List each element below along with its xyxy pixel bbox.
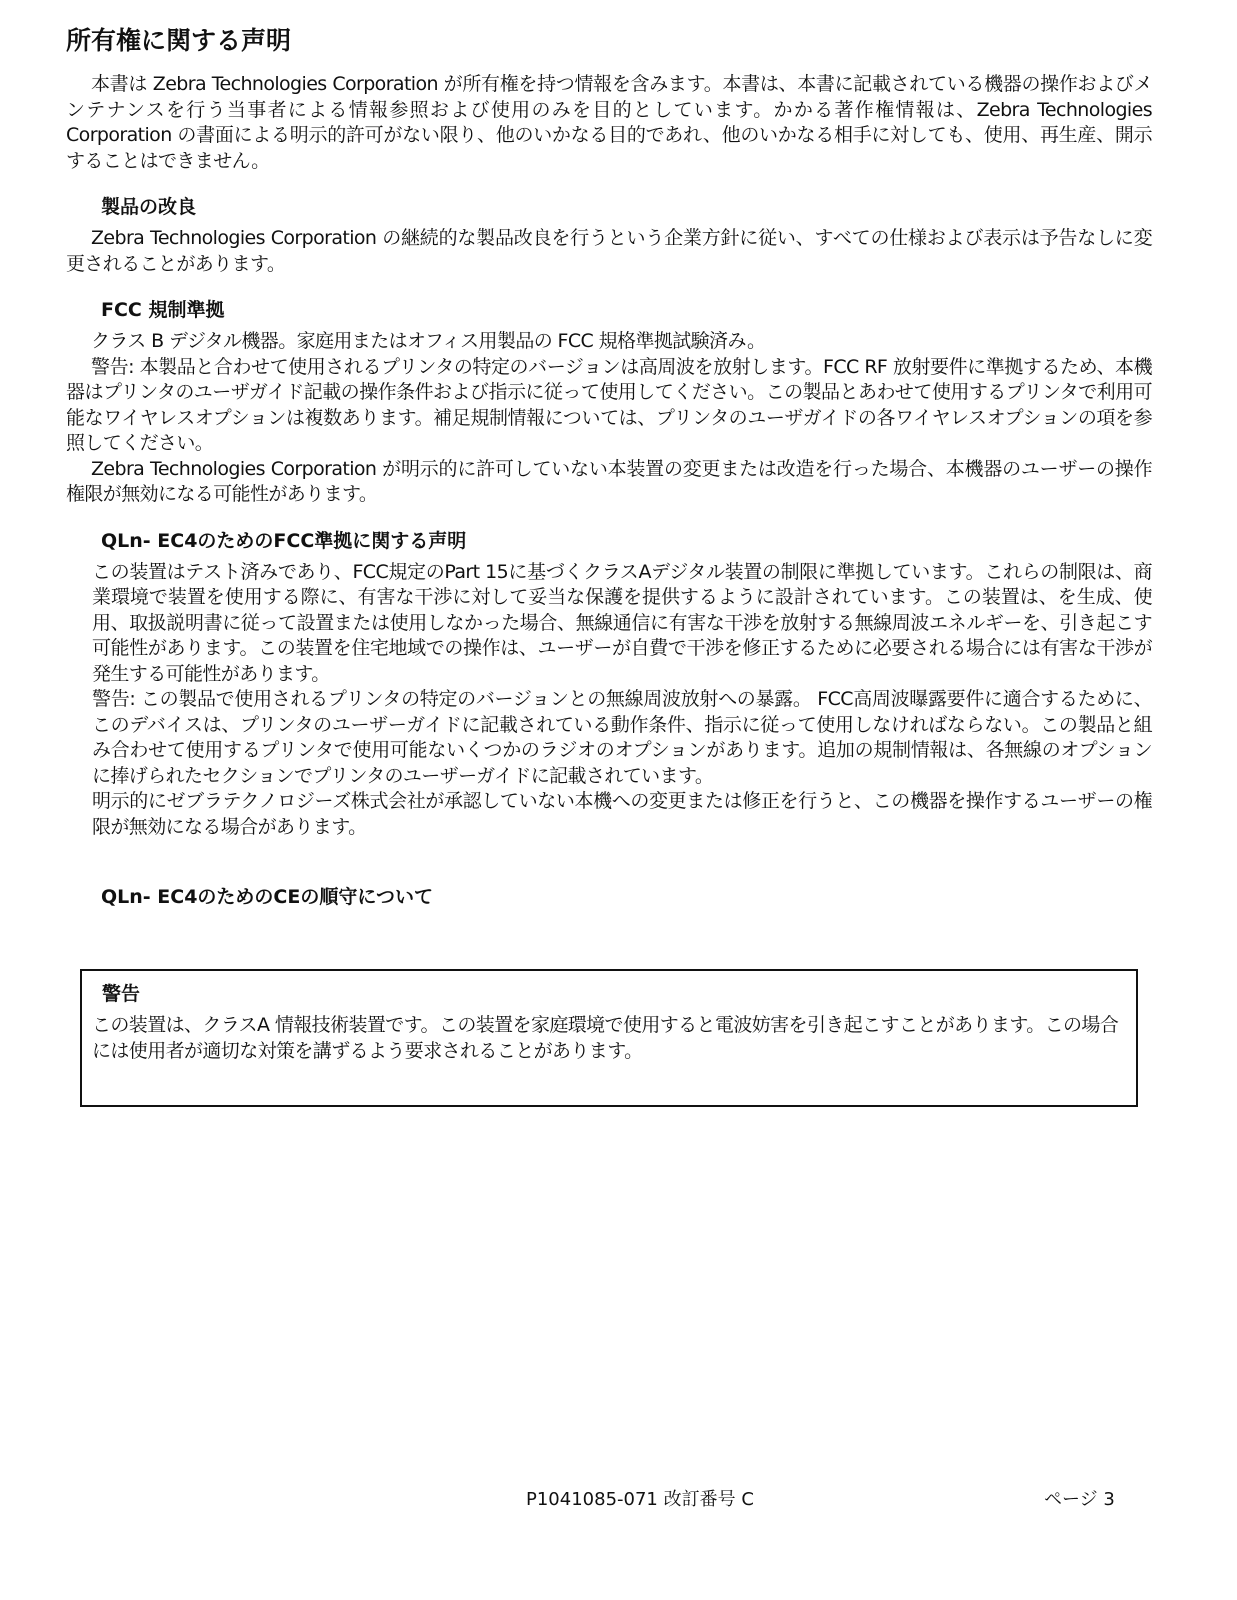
document-page [66, 24, 1152, 910]
warning-heading: 警告 [102, 983, 141, 1005]
qln-fcc-paragraph-1: この装置はテスト済みであり、FCC規定のPart 15に基づくクラスAデジタル装置の制限に準拠しています。これらの制限は、商業環境で装置を使用する際に、有害な干渉に対して妥当な保護を提供するように設計されています。この装置は、を生成、使用、取扱説明書に従って設置または使用しなかった場合、無線通信に有害な干渉を放射する無線周波エネルギーを、引き起こす可能性があります。この装置を住宅地域での操作は、ユーザーが自費で干渉を修正するために必要される場合には有害な干渉が発生する可能性があります。 [92, 560, 1152, 685]
improvement-heading: 製品の改良 [101, 196, 197, 218]
fcc-paragraph-1: クラス B デジタル機器。家庭用またはオフィス用製品の FCC 規格準拠試験済み。 [91, 330, 766, 352]
page-title: 所有権に関する声明 [66, 26, 292, 55]
qln-fcc-paragraph-3: 明示的にゼブラテクノロジーズ株式会社が承認していない本機への変更または修正を行うと、この機器を操作するユーザーの権限が無効になる場合があります。 [92, 790, 1152, 838]
qln-fcc-paragraph-2: 警告: この製品で使用されるプリンタの特定のバージョンとの無線周波放射への暴露。 FCC高周波曝露要件に適合するために、このデバイスは、プリンタのユーザーガイドに記載されている動作条件、指示に従って使用しなければならない。この製品と組み合わせて使用するプリンタで使用可能ないくつかのラジオのオプションがあります。追加の規制情報は、各無線のオプションに捧げられたセクションでプリンタのユーザーガイドに記載されています。 [92, 688, 1152, 787]
fcc-heading: FCC 規制準拠 [101, 299, 225, 321]
footer-doc-number: P1041085-071 改訂番号 C [526, 1489, 754, 1510]
fcc-paragraph-2: 警告: 本製品と合わせて使用されるプリンタの特定のバージョンは高周波を放射します。FCC RF 放射要件に準拠するため、本機器はプリンタのユーザガイド記載の操作条件および指示に従って使用してください。この製品とあわせて使用するプリンタで利用可能なワイヤレスオプションは複数あります。補足規制情報については、プリンタのユーザガイドの各ワイヤレスオプションの項を参照してください。 [66, 355, 1152, 454]
qln-ce-section [66, 884, 1152, 910]
fcc-section [66, 297, 1152, 508]
qln-fcc-heading: QLn- EC4のためのFCC準拠に関する声明 [101, 529, 467, 552]
fcc-paragraph-3: Zebra Technologies Corporation が明示的に許可していない本装置の変更または改造を行った場合、本機器のユーザーの操作権限が無効になる可能性があります。 [66, 457, 1152, 505]
improvement-text: Zebra Technologies Corporation の継続的な製品改良を行うという企業方針に従い、すべての仕様および表示は予告なしに変更されることがあります。 [66, 227, 1152, 275]
improvement-section [66, 194, 1152, 277]
warning-text: この装置は、クラスA 情報技術装置です。この装置を家庭環境で使用すると電波妨害を引き起こすことがあります。この場合には使用者が適切な対策を講ずるよう要求されることがあります。 [92, 1014, 1119, 1062]
footer-page-number: ページ 3 [1044, 1489, 1115, 1510]
intro-paragraph: 本書は Zebra Technologies Corporation が所有権を持つ情報を含みます。本書は、本書に記載されている機器の操作およびメンテナンスを行う当事者による情報参照および使用のみを目的としています。かかる著作権情報は、Zebra Technologies Corporation の書面による明示的許可がない限り、他のいかなる目的であれ、他のいかなる相手に対しても、使用、再生産、開示することはできません。 [66, 73, 1152, 172]
qln-fcc-section [66, 528, 1152, 841]
warning-box [80, 969, 1138, 1107]
qln-ce-heading: QLn- EC4のためのCEの順守について [101, 886, 433, 908]
